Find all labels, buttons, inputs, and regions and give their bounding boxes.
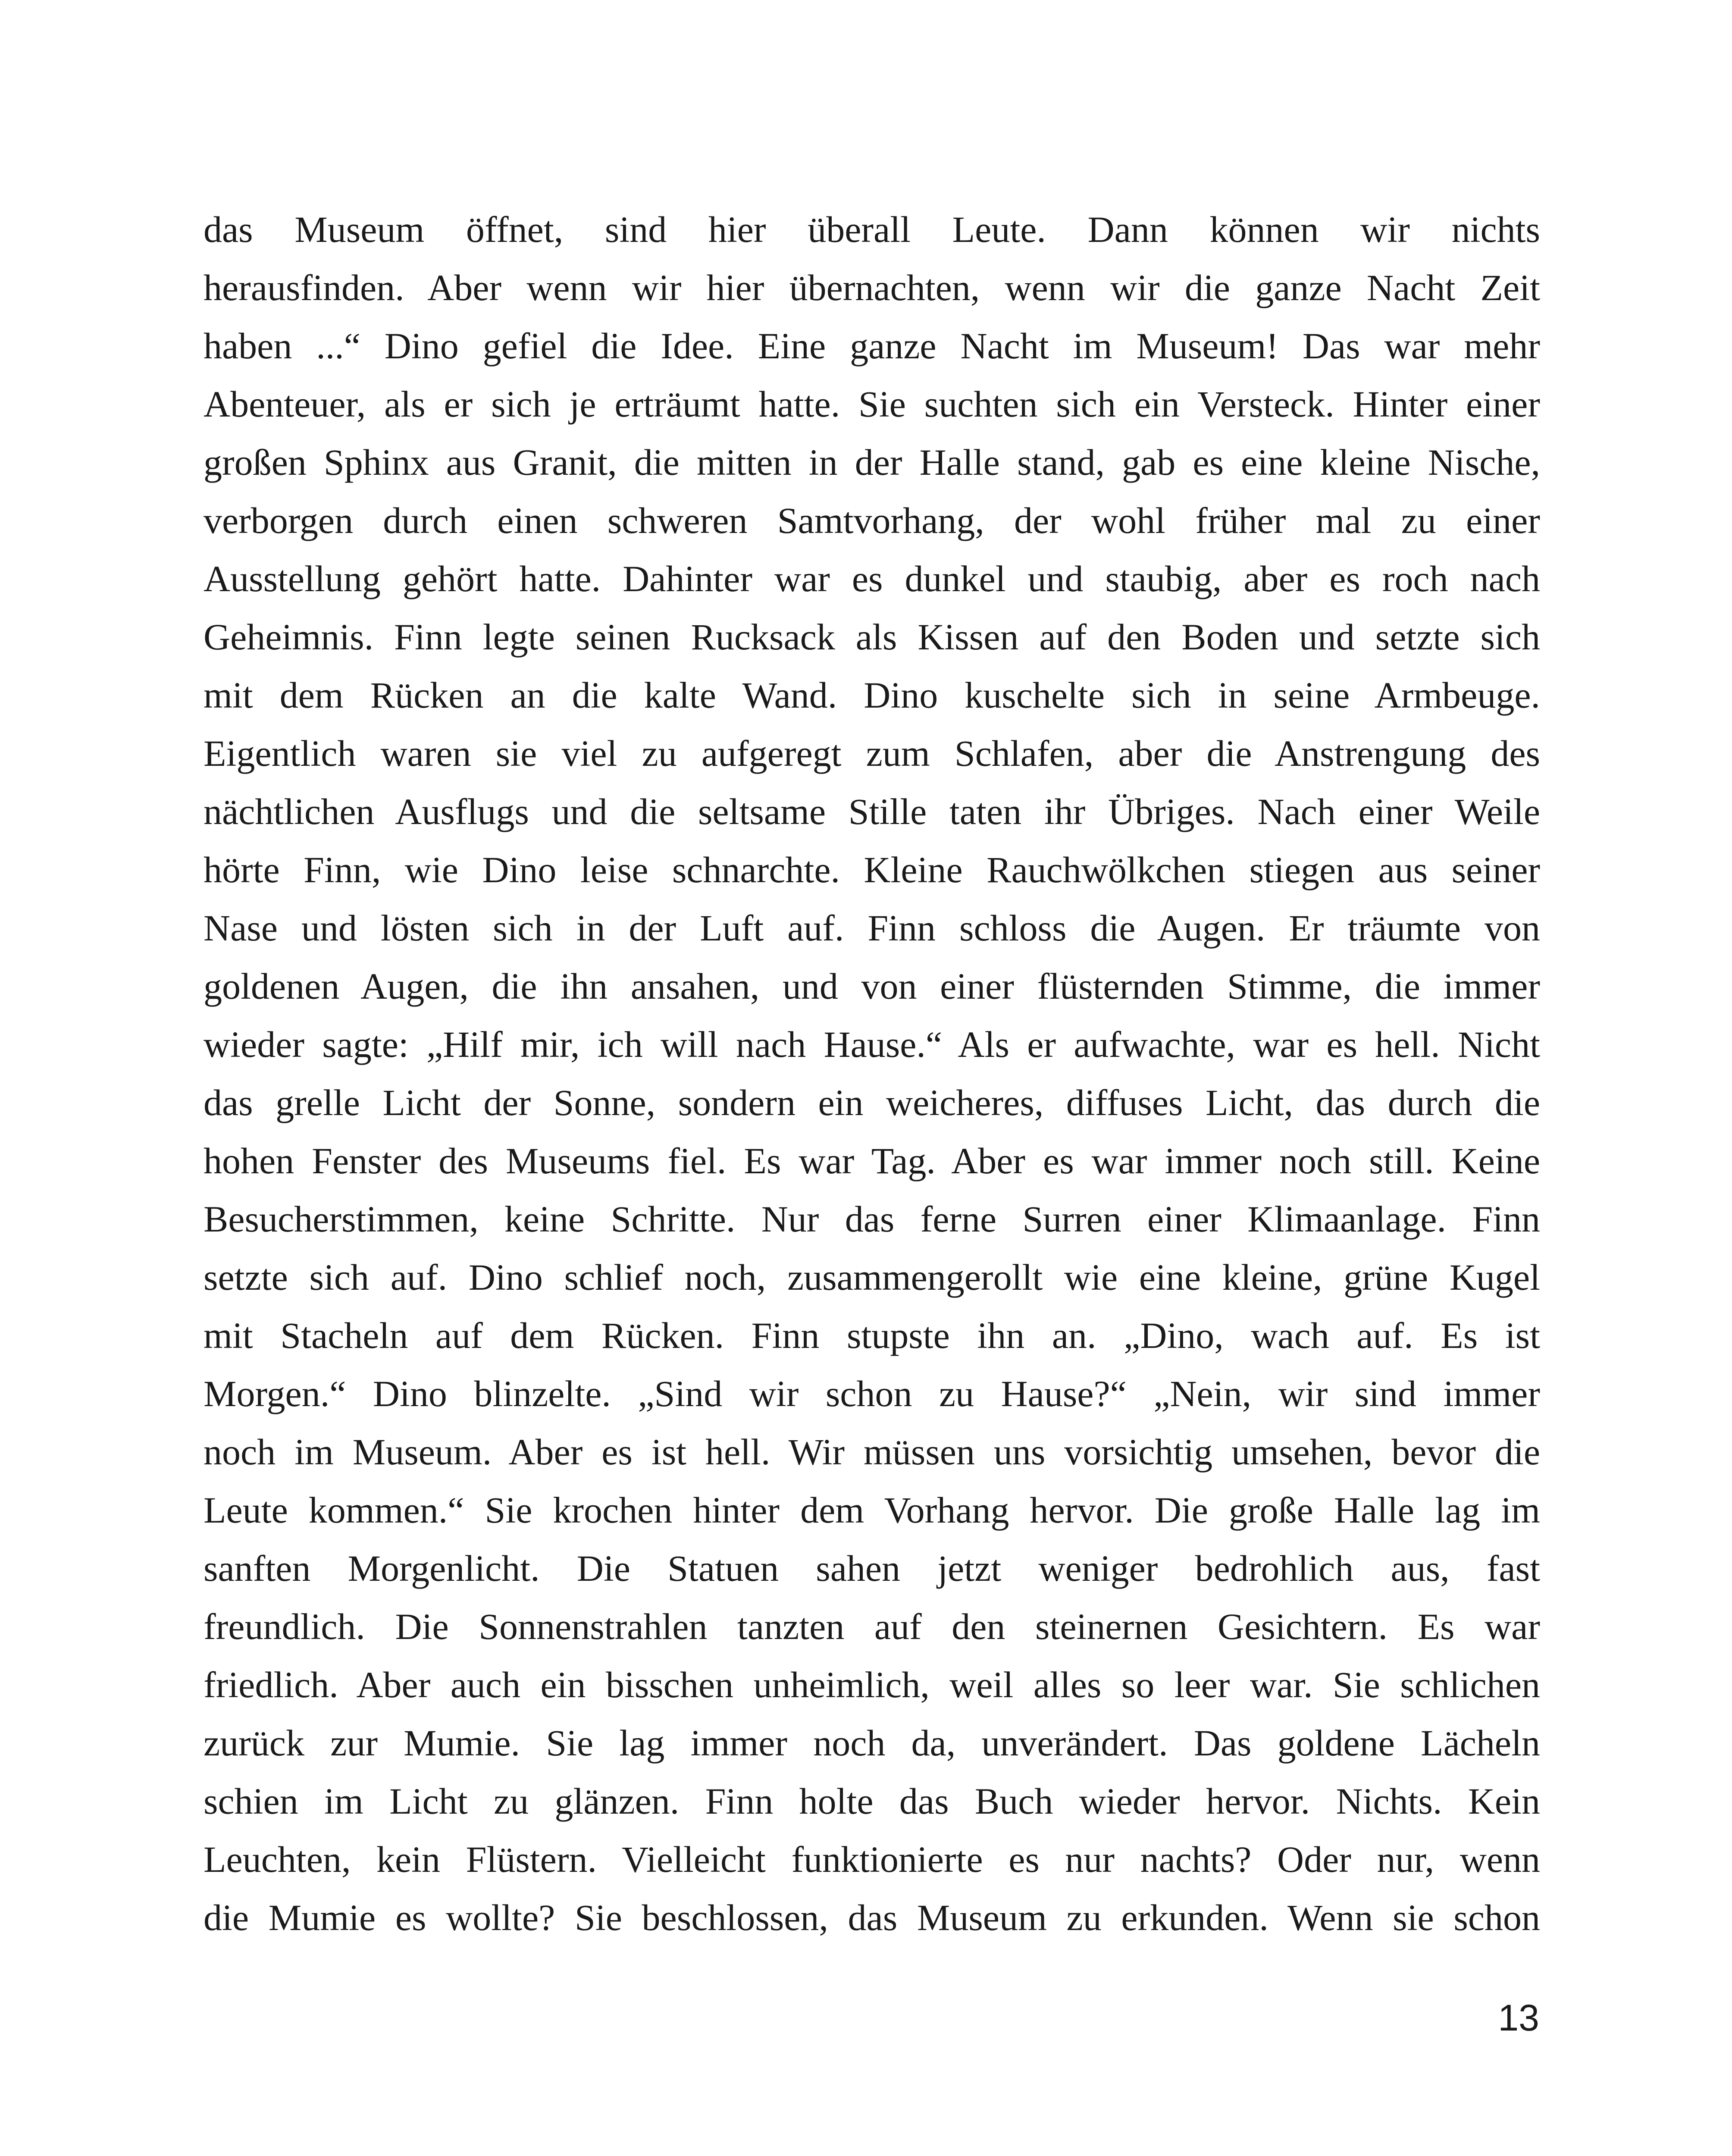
text-line-23: Leute kommen.“ Sie krochen hinter dem Vorhang hervor. Die große Halle lag im	[204, 1489, 1540, 1531]
text-line-17: hohen Fenster des Museums fiel. Es war Tag. Aber es war immer noch still. Keine	[204, 1140, 1540, 1181]
text-line-4: Abenteuer, als er sich je erträumt hatte. Sie suchten sich ein Versteck. Hinter einer	[204, 383, 1540, 425]
text-line-2: herausfinden. Aber wenn wir hier übernachten, wenn wir die ganze Nacht Zeit	[204, 267, 1540, 308]
text-line-30: die Mumie es wollte? Sie beschlossen, das Museum zu erkunden. Wenn sie schon	[204, 1897, 1540, 1938]
text-line-26: friedlich. Aber auch ein bisschen unheimlich, weil alles so leer war. Sie schlichen	[204, 1664, 1540, 1705]
text-line-19: setzte sich auf. Dino schlief noch, zusammengerollt wie eine kleine, grüne Kugel	[204, 1257, 1540, 1298]
text-line-5: großen Sphinx aus Granit, die mitten in der Halle stand, gab es eine kleine Nische,	[204, 442, 1540, 483]
text-line-10: Eigentlich waren sie viel zu aufgeregt zum Schlafen, aber die Anstrengung des	[204, 733, 1540, 774]
text-line-24: sanften Morgenlicht. Die Statuen sahen jetzt weniger bedrohlich aus, fast	[204, 1548, 1540, 1589]
body-text	[204, 201, 1540, 1947]
text-line-22: noch im Museum. Aber es ist hell. Wir müssen uns vorsichtig umsehen, bevor die	[204, 1431, 1540, 1473]
text-line-21: Morgen.“ Dino blinzelte. „Sind wir schon zu Hause?“ „Nein, wir sind immer	[204, 1373, 1540, 1414]
text-line-6: verborgen durch einen schweren Samtvorhang, der wohl früher mal zu einer	[204, 500, 1540, 541]
text-line-28: schien im Licht zu glänzen. Finn holte das Buch wieder hervor. Nichts. Kein	[204, 1780, 1540, 1822]
text-line-25: freundlich. Die Sonnenstrahlen tanzten auf den steinernen Gesichtern. Es war	[204, 1606, 1540, 1647]
text-line-11: nächtlichen Ausflugs und die seltsame Stille taten ihr Übriges. Nach einer Weile	[204, 791, 1540, 832]
text-line-15: wieder sagte: „Hilf mir, ich will nach Hause.“ Als er aufwachte, war es hell. Nicht	[204, 1024, 1540, 1065]
text-line-29: Leuchten, kein Flüstern. Vielleicht funktionierte es nur nachts? Oder nur, wenn	[204, 1839, 1540, 1880]
text-line-9: mit dem Rücken an die kalte Wand. Dino kuschelte sich in seine Armbeuge.	[204, 674, 1540, 716]
text-line-16: das grelle Licht der Sonne, sondern ein weicheres, diffuses Licht, das durch die	[204, 1082, 1540, 1123]
text-line-3: haben ...“ Dino gefiel die Idee. Eine ganze Nacht im Museum! Das war mehr	[204, 325, 1540, 367]
text-line-13: Nase und lösten sich in der Luft auf. Finn schloss die Augen. Er träumte von	[204, 907, 1540, 949]
page-number: 13	[1498, 1997, 1539, 2039]
text-line-8: Geheimnis. Finn legte seinen Rucksack als Kissen auf den Boden und setzte sich	[204, 616, 1540, 658]
text-line-27: zurück zur Mumie. Sie lag immer noch da, unverändert. Das goldene Lächeln	[204, 1722, 1540, 1764]
text-line-18: Besucherstimmen, keine Schritte. Nur das ferne Surren einer Klimaanlage. Finn	[204, 1198, 1540, 1240]
text-line-7: Ausstellung gehört hatte. Dahinter war es dunkel und staubig, aber es roch nach	[204, 558, 1540, 599]
text-line-1: das Museum öffnet, sind hier überall Leute. Dann können wir nichts	[204, 209, 1540, 250]
text-line-20: mit Stacheln auf dem Rücken. Finn stupste ihn an. „Dino, wach auf. Es ist	[204, 1315, 1540, 1356]
text-line-12: hörte Finn, wie Dino leise schnarchte. Kleine Rauchwölkchen stiegen aus seiner	[204, 849, 1540, 890]
text-line-14: goldenen Augen, die ihn ansahen, und von einer flüsternden Stimme, die immer	[204, 965, 1540, 1007]
